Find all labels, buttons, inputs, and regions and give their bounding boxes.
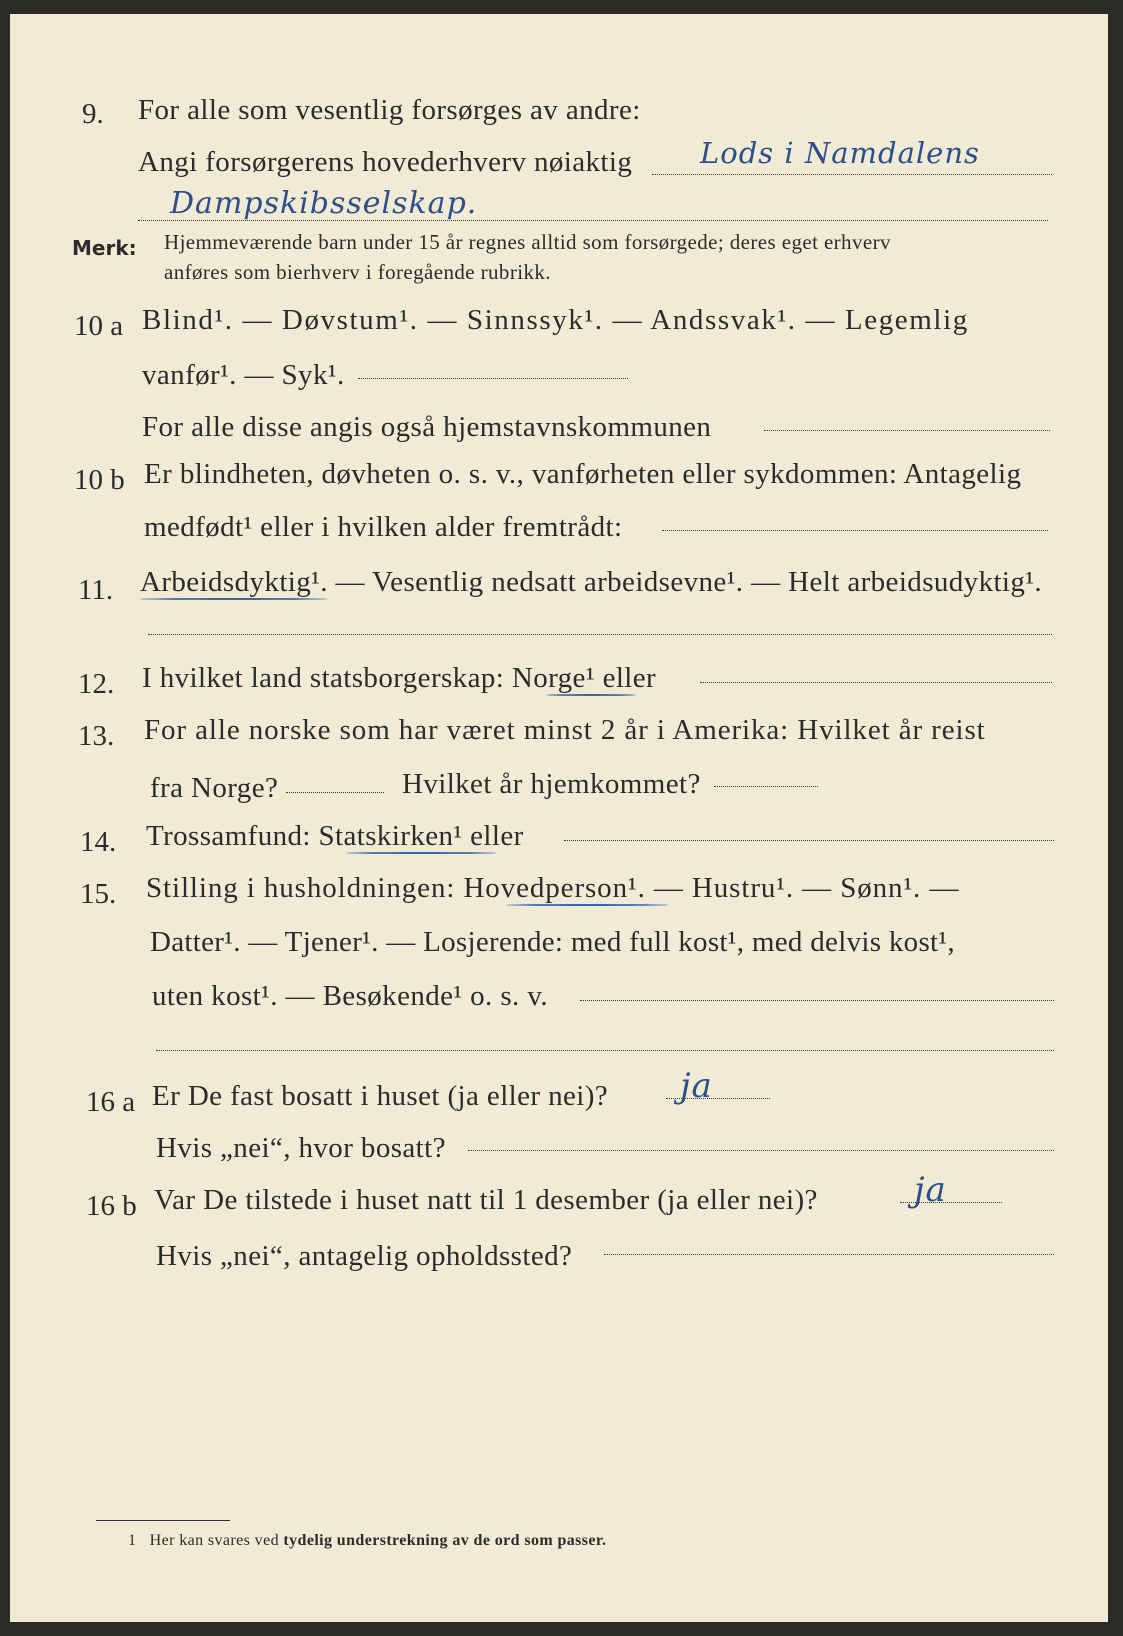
q13-hjemkommet-line	[714, 786, 818, 787]
q13-reist-line	[286, 792, 384, 793]
q10a-line1: Blind¹. — Døvstum¹. — Sinnssyk¹. — Andssvak¹. — Legemlig	[142, 304, 969, 336]
q9-answer-handwritten-1[interactable]: Lods i Namdalens	[700, 136, 980, 170]
q15-handwritten-underline	[506, 904, 668, 906]
q11-handwritten-underline	[140, 598, 328, 600]
q13-line2a: fra Norge?	[150, 772, 279, 804]
q15-number: 15.	[80, 878, 117, 910]
q15-suffix: — Hustru¹. — Sønn¹. —	[645, 872, 960, 904]
q15-line1	[146, 872, 959, 905]
q11-number: 11.	[78, 574, 114, 606]
q15-prefix: Stilling i husholdningen:	[146, 872, 464, 904]
footnote-prefix: Her kan svares ved	[149, 1532, 284, 1549]
q11-text	[140, 566, 1042, 599]
q16b-number: 16 b	[86, 1190, 137, 1222]
q12-number: 12.	[78, 668, 115, 700]
q16a-answer-handwritten[interactable]: ja	[680, 1066, 713, 1106]
q14-handwritten-underline	[346, 852, 496, 854]
q9-answer-handwritten-2[interactable]: Dampskibsselskap.	[170, 186, 478, 221]
q15-line2: Datter¹. — Tjener¹. — Losjerende: med full kost¹, med delvis kost¹,	[150, 926, 955, 958]
q12-option-norge[interactable]: Norge¹	[511, 662, 595, 694]
q9-line1: For alle som vesentlig forsørges av andre:	[138, 94, 641, 126]
q14-suffix: eller	[462, 820, 524, 852]
q16a-line1: Er De fast bosatt i huset (ja eller nei)?	[152, 1080, 609, 1112]
q14-text	[146, 820, 524, 853]
q14-prefix: Trossamfund:	[146, 820, 319, 852]
q10b-line2: medfødt¹ eller i hvilken alder fremtrådt:	[144, 511, 623, 543]
q16a-line2: Hvis „nei“, hvor bosatt?	[156, 1132, 446, 1164]
q10a-syk-line	[358, 378, 628, 379]
q10b-number: 10 b	[74, 464, 125, 496]
q10a-number: 10 a	[74, 310, 124, 342]
q13-number: 13.	[78, 720, 115, 752]
q11-rest: — Vesentlig nedsatt arbeidsevne¹. — Helt arbeidsudyktig¹.	[327, 566, 1043, 598]
q12-answer-line	[700, 682, 1052, 683]
q12-prefix: I hvilket land statsborgerskap:	[142, 662, 512, 694]
q16a-bosatt-line	[468, 1150, 1054, 1151]
q9-number: 9.	[82, 98, 104, 130]
q15-answer-line	[580, 1000, 1054, 1001]
footnote-bold: tydelig understrekning av de ord som passer.	[283, 1532, 607, 1549]
merk-line1: Hjemmeværende barn under 15 år regnes alltid som forsørgede; deres eget erhverv	[164, 230, 891, 254]
q10b-line1: Er blindheten, døvheten o. s. v., vanførheten eller sykdommen: Antagelig	[144, 458, 1022, 490]
census-form-page	[10, 14, 1108, 1622]
merk-line2: anføres som bierhverv i foregående rubrikk.	[164, 260, 551, 284]
q12-handwritten-underline	[546, 694, 636, 696]
footnote-number: 1	[128, 1532, 137, 1549]
q10a-line2: vanfør¹. — Syk¹.	[142, 359, 345, 391]
q15-option-hovedperson[interactable]: Hovedperson¹.	[463, 872, 646, 904]
q11-option-arbeidsdyktig[interactable]: Arbeidsdyktig¹.	[140, 566, 328, 598]
q13-line2b: Hvilket år hjemkommet?	[402, 768, 701, 800]
q16b-line2: Hvis „nei“, antagelig opholdssted?	[156, 1240, 573, 1272]
q16b-opholdssted-line	[604, 1254, 1054, 1255]
q15-line3: uten kost¹. — Besøkende¹ o. s. v.	[152, 980, 549, 1012]
q9-answer-line1	[652, 174, 1052, 175]
q12-suffix: eller	[594, 662, 657, 694]
q15-answer-line2	[156, 1050, 1054, 1051]
q14-option-statskirken[interactable]: Statskirken¹	[318, 820, 463, 852]
q14-answer-line	[564, 840, 1054, 841]
q16b-answer-handwritten[interactable]: ja	[914, 1170, 947, 1210]
merk-label: Merk:	[72, 236, 137, 260]
q9-line2: Angi forsørgerens hovederhverv nøiaktig	[138, 146, 633, 178]
q10b-answer-line	[662, 530, 1048, 531]
q16b-line1: Var De tilstede i huset natt til 1 desember (ja eller nei)?	[154, 1184, 818, 1216]
footnote-rule	[96, 1520, 230, 1521]
q12-text	[142, 662, 656, 695]
q14-number: 14.	[80, 826, 117, 858]
q16a-number: 16 a	[86, 1086, 136, 1118]
q10a-line3: For alle disse angis også hjemstavnskommunen	[142, 411, 712, 443]
footnote-text	[128, 1532, 606, 1550]
q10a-kommune-line	[764, 430, 1050, 431]
q13-line1: For alle norske som har været minst 2 år i Amerika: Hvilket år reist	[144, 714, 986, 746]
q11-answer-line	[148, 634, 1052, 635]
